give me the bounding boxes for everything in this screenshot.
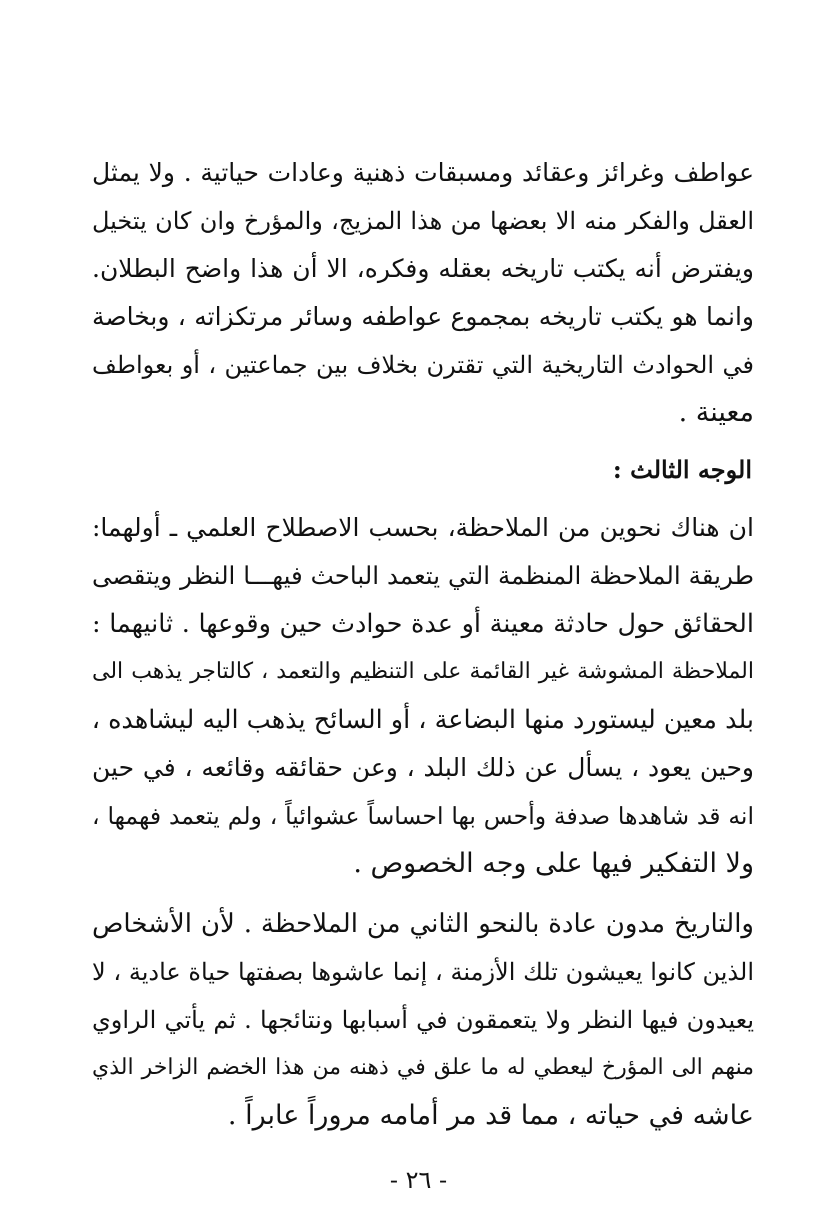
- paragraph-line: الملاحظة المشوشة غير القائمة على التنظيم والتعمد ، كالتاجر يذهب الى: [92, 659, 754, 684]
- paragraph-line: وحين يعود ، يسأل عن ذلك البلد ، وعن حقائقه وقائعه ، في حين: [92, 753, 754, 782]
- paragraph-line: الحقائق حول حادثة معينة أو عدة حوادث حين وقوعها . ثانيهما :: [92, 609, 754, 639]
- paragraph-3: [92, 900, 754, 1140]
- paragraph-line: عاشه في حياته ، مما قد مر أمامه مروراً عابراً .: [227, 1100, 754, 1131]
- paragraph-line: في الحوادث التاريخية التي تقترن بخلاف بين جماعتين ، أو بعواطف: [92, 351, 754, 379]
- paragraph-line: يعيدون فيها النظر ولا يتعمقون في أسبابها ونتائجها . ثم يأتي الراوي: [92, 1006, 754, 1034]
- paragraph-line: الذين كانوا يعيشون تلك الأزمنة ، إنما عاشوها بصفتها حياة عادية ، لا: [92, 958, 754, 986]
- paragraph-line: ان هناك نحوين من الملاحظة، بحسب الاصطلاح العلمي ـ أولهما:: [92, 513, 754, 542]
- paragraph-line: والتاريخ مدون عادة بالنحو الثاني من الملاحظة . لأن الأشخاص: [92, 909, 754, 939]
- paragraph-line: طريقة الملاحظة المنظمة التي يتعمد الباحث فيهـــا النظر ويتقصى: [92, 561, 754, 590]
- paragraph-line: ولا التفكير فيها على وجه الخصوص .: [353, 848, 754, 879]
- paragraph-line: معينة .: [678, 397, 754, 428]
- paragraph-line: منهم الى المؤرخ ليعطي له ما علق في ذهنه من هذا الخضم الزاخر الذي: [92, 1055, 754, 1080]
- page-number: - ٢٦ -: [389, 1166, 448, 1194]
- paragraph-line: انه قد شاهدها صدفة وأحس بها احساساً عشوائياً ، ولم يتعمد فهمها ،: [92, 802, 754, 830]
- paragraph-line: بلد معين ليستورد منها البضاعة ، أو السائح يذهب اليه ليشاهده ،: [91, 705, 754, 735]
- paragraph-1: [92, 149, 754, 437]
- paragraph-line: ويفترض أنه يكتب تاريخه بعقله وفكره، الا أن هذا واضح البطلان.: [92, 254, 754, 283]
- paragraph-line: وانما هو يكتب تاريخه بمجموع عواطفه وسائر مرتكزاته ، وبخاصة: [92, 302, 754, 331]
- paragraph-2: [92, 504, 754, 888]
- paragraph-line: العقل والفكر منه الا بعضها من هذا المزيج، والمؤرخ وان كان يتخيل: [92, 207, 754, 235]
- section-heading: الوجه الثالث :: [612, 455, 752, 484]
- paragraph-line: عواطف وغرائز وعقائد ومسبقات ذهنية وعادات حياتية . ولا يمثل: [92, 158, 754, 187]
